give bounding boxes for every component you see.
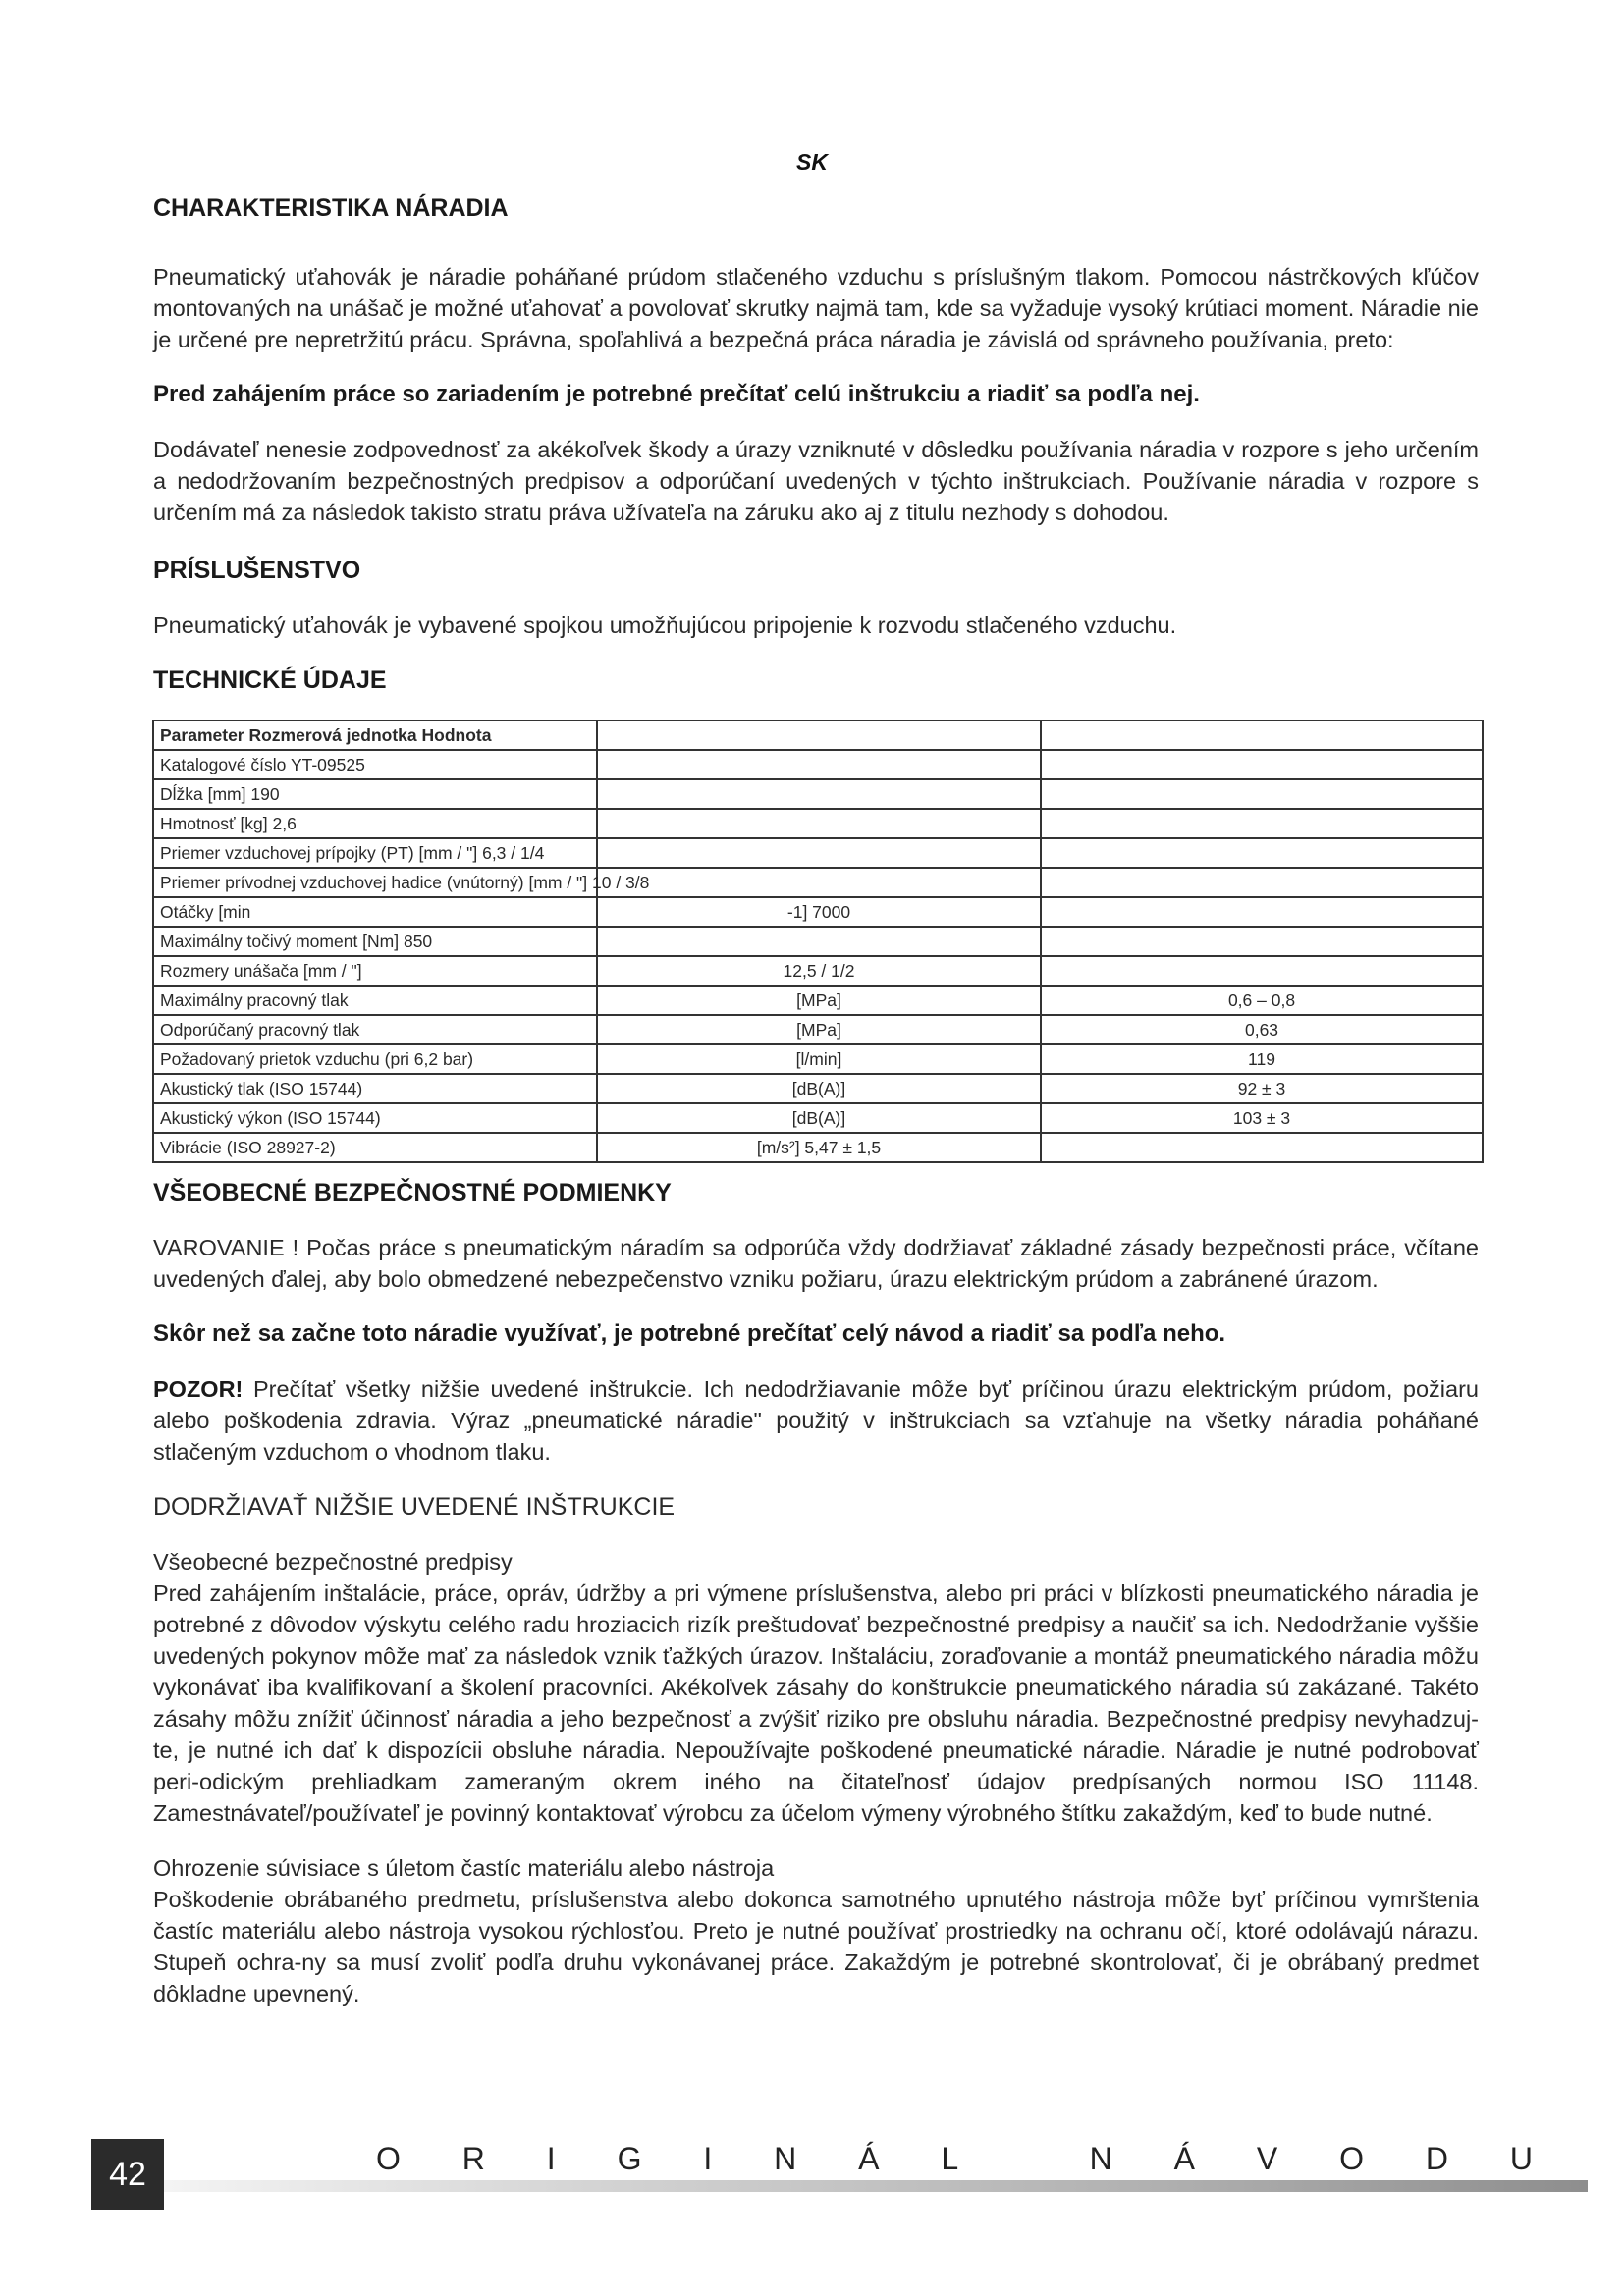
bold-instruction-read: Pred zahájením práce so zariadením je potrebné prečítať celú inštrukciu a riadiť sa podľa nej.: [153, 381, 1200, 407]
paragraph-charakteristika-intro: Pneumatický uťahovák je náradie poháňané prúdom stlačeného vzduchu s príslušným tlakom. Pomocou nástrčkových kľúčov montovaných na unášač je možné uťahovať a povolovať skrutky najmä tam, kde sa vyžaduje vysoký krútiaci moment. Náradie nie je určené pre nepretržitú prácu. Správna, spoľahlivá a bezpečná práca náradia je závislá od správneho používania, preto:: [153, 264, 1479, 352]
section-title-technicke: TECHNICKÉ ÚDAJE: [153, 667, 387, 694]
table-cell-c3: [1041, 750, 1483, 779]
table-row: [153, 1133, 1483, 1162]
paragraph-pozor: [153, 1373, 1479, 1468]
pozor-text: Prečítať všetky nižšie uvedené inštrukcie. Ich nedodržiavanie môže byť príčinou úrazu elektrickým prúdom, požiaru alebo poškodenia zdravia. Výraz „pneumatické náradie" použitý v inštrukciach sa vzťahuje na všetky náradia poháňané stlačeným vzduchom o vhodnom tlaku.: [153, 1376, 1479, 1465]
table-cell-c3: 103 ± 3: [1041, 1103, 1483, 1133]
table-cell-c3: [1041, 721, 1483, 750]
table-cell-c2: [l/min]: [597, 1044, 1041, 1074]
table-cell-c2: [597, 750, 1041, 779]
table-cell-c3: 0,63: [1041, 1015, 1483, 1044]
table-cell-c2: [dB(A)]: [597, 1103, 1041, 1133]
section-title-vseobecne: VŠEOBECNÉ BEZPEČNOSTNÉ PODMIENKY: [153, 1179, 672, 1206]
table-row: [153, 868, 1483, 897]
table-cell-c1: Rozmery unášača [mm / "]: [153, 956, 597, 986]
table-row: [153, 779, 1483, 809]
pozor-label: POZOR!: [153, 1376, 244, 1402]
table-cell-c3: 92 ± 3: [1041, 1074, 1483, 1103]
table-row: [153, 956, 1483, 986]
table-cell-c1: Maximálny točivý moment [Nm] 850: [153, 927, 597, 956]
table-row: [153, 1074, 1483, 1103]
table-cell-c2: [597, 779, 1041, 809]
table-row: [153, 838, 1483, 868]
table-cell-c1: Vibrácie (ISO 28927-2): [153, 1133, 597, 1162]
paragraph-liability: Dodávateľ nenesie zodpovednosť za akékoľvek škody a úrazy vzniknuté v dôsledku používania náradia v rozpore s jeho určením a nedodržovaním bezpečnostných predpisov a odporúčaní uvedených v týchto inštrukciach. Používanie náradia v rozpore s určením má za následok takisto stratu práva užívateľa na záruku ako aj z titulu nezhody s dohodou.: [153, 437, 1479, 525]
table-cell-c2: [597, 721, 1041, 750]
table-cell-c3: [1041, 897, 1483, 927]
table-cell-c3: [1041, 779, 1483, 809]
table-cell-c2: [m/s²] 5,47 ± 1,5: [597, 1133, 1041, 1162]
table-cell-c1: Parameter Rozmerová jednotka Hodnota: [153, 721, 597, 750]
paragraph-prislusenstvo: Pneumatický uťahovák je vybavené spojkou umožňujúcou pripojenie k rozvodu stlačeného vzduchu.: [153, 613, 1177, 638]
footer-gradient-bar: [164, 2180, 1588, 2192]
table-cell-c2: [597, 809, 1041, 838]
table-row: [153, 1015, 1483, 1044]
table-cell-c3: [1041, 956, 1483, 986]
footer-title: O R I G I N Á L N Á V O D U: [376, 2141, 1559, 2176]
subheading-predpisy: Všeobecné bezpečnostné predpisy: [153, 1549, 513, 1575]
table-row: [153, 1103, 1483, 1133]
page-footer: [91, 2139, 1590, 2210]
paragraph-predpisy: Pred zahájením inštalácie, práce, opráv, údržby a pri výmene príslušenstva, alebo pri práci v blízkosti pneumatického náradia je potrebné z dôvodov výskytu celého radu hroziacich rizík preštudovať bezpečnostné predpisy a naučiť sa ich. Nedodržanie vyššie uvedených pokynov môže mať za následok vznik ťažkých úrazov. Inštaláciu, zoraďovanie a montáž pneumatického náradia môžu vykonávať iba kvalifikovaní a školení pracovníci. Akékoľvek zásahy do konštrukcie pneumatického náradia sú zakázané. Takéto zásahy môžu znížiť účinnosť náradia a jeho bezpečnosť a zvýšiť riziko pre obsluhu náradia. Bezpečnostné predpisy nevyhadzuj-te, je nutné ich dať k dispozícii obsluhe náradia. Nepoužívajte poškodené pneumatické náradie. Náradie je nutné podrobovať peri-odickým prehliadkam zameraným okrem iného na čitateľnosť údajov predpísaných normou ISO 11148. Zamestnávateľ/používateľ je povinný kontaktovať výrobcu za účelom výmeny výrobného štítku zakaždým, keď to bude nutné.: [153, 1580, 1479, 1826]
table-cell-c1: Priemer prívodnej vzduchovej hadice (vnútorný) [mm / "] 10 / 3/8: [153, 868, 597, 897]
table-cell-c1: Odporúčaný pracovný tlak: [153, 1015, 597, 1044]
paragraph-varovanie: VAROVANIE ! Počas práce s pneumatickým náradím sa odporúča vždy dodržiavať základné zásady bezpečnosti práce, včítane uvedených ďalej, aby bolo obmedzené nebezpečenstvo vzniku požiaru, úrazu elektrickým prúdom a zabránené úrazom.: [153, 1235, 1479, 1292]
table-cell-c1: Otáčky [min: [153, 897, 597, 927]
subheading-ohrozenie: Ohrozenie súvisiace s úletom častíc materiálu alebo nástroja: [153, 1855, 775, 1881]
table-row: [153, 986, 1483, 1015]
table-cell-c2: 12,5 / 1/2: [597, 956, 1041, 986]
section-title-charakteristika: CHARAKTERISTIKA NÁRADIA: [153, 194, 509, 222]
section-title-prislusenstvo: PRÍSLUŠENSTVO: [153, 557, 361, 584]
table-cell-c2: -1] 7000: [597, 897, 1041, 927]
table-cell-c1: Dĺžka [mm] 190: [153, 779, 597, 809]
table-cell-c1: Maximálny pracovný tlak: [153, 986, 597, 1015]
table-cell-c2: [597, 927, 1041, 956]
paragraph-ohrozenie: Poškodenie obrábaného predmetu, príslušenstva alebo dokonca samotného upnutého nástroja môže byť príčinou vymrštenia častíc materiálu alebo nástroja vysokou rýchlosťou. Preto je nutné používať prostriedky na ochranu očí, ktoré odolávajú nárazu. Stupeň ochra-ny sa musí zvoliť podľa druhu vykonávanej práce. Zakaždým je potrebné skontrolovať, či je obrábaný predmet dôkladne upevnený.: [153, 1887, 1479, 2006]
table-cell-c1: Hmotnosť [kg] 2,6: [153, 809, 597, 838]
table-cell-c2: [597, 868, 1041, 897]
language-label: SK: [796, 149, 828, 175]
page-content: [153, 192, 1479, 2009]
table-cell-c3: 119: [1041, 1044, 1483, 1074]
table-row: [153, 1044, 1483, 1074]
table-cell-c2: [MPa]: [597, 1015, 1041, 1044]
table-cell-c1: Priemer vzduchovej prípojky (PT) [mm / "] 6,3 / 1/4: [153, 838, 597, 868]
table-cell-c2: [MPa]: [597, 986, 1041, 1015]
table-cell-c1: Akustický výkon (ISO 15744): [153, 1103, 597, 1133]
page-number: 42: [91, 2139, 164, 2210]
table-cell-c1: Požadovaný prietok vzduchu (pri 6,2 bar): [153, 1044, 597, 1074]
table-cell-c3: [1041, 838, 1483, 868]
table-row: [153, 897, 1483, 927]
table-header-row: [153, 721, 1483, 750]
bold-instruction-before-use: Skôr než sa začne toto náradie využívať, je potrebné prečítať celý návod a riadiť sa podľa neho.: [153, 1320, 1226, 1347]
table-cell-c3: [1041, 809, 1483, 838]
table-cell-c1: Katalogové číslo YT-09525: [153, 750, 597, 779]
table-cell-c3: 0,6 – 0,8: [1041, 986, 1483, 1015]
table-cell-c3: [1041, 868, 1483, 897]
table-cell-c3: [1041, 1133, 1483, 1162]
technical-data-table: [152, 720, 1484, 1163]
table-cell-c2: [597, 838, 1041, 868]
table-cell-c3: [1041, 927, 1483, 956]
table-row: [153, 927, 1483, 956]
table-row: [153, 809, 1483, 838]
table-row: [153, 750, 1483, 779]
table-cell-c2: [dB(A)]: [597, 1074, 1041, 1103]
table-cell-c1: Akustický tlak (ISO 15744): [153, 1074, 597, 1103]
heading-dodrziavat: DODRŽIAVAŤ NIŽŠIE UVEDENÉ INŠTRUKCIE: [153, 1493, 676, 1521]
